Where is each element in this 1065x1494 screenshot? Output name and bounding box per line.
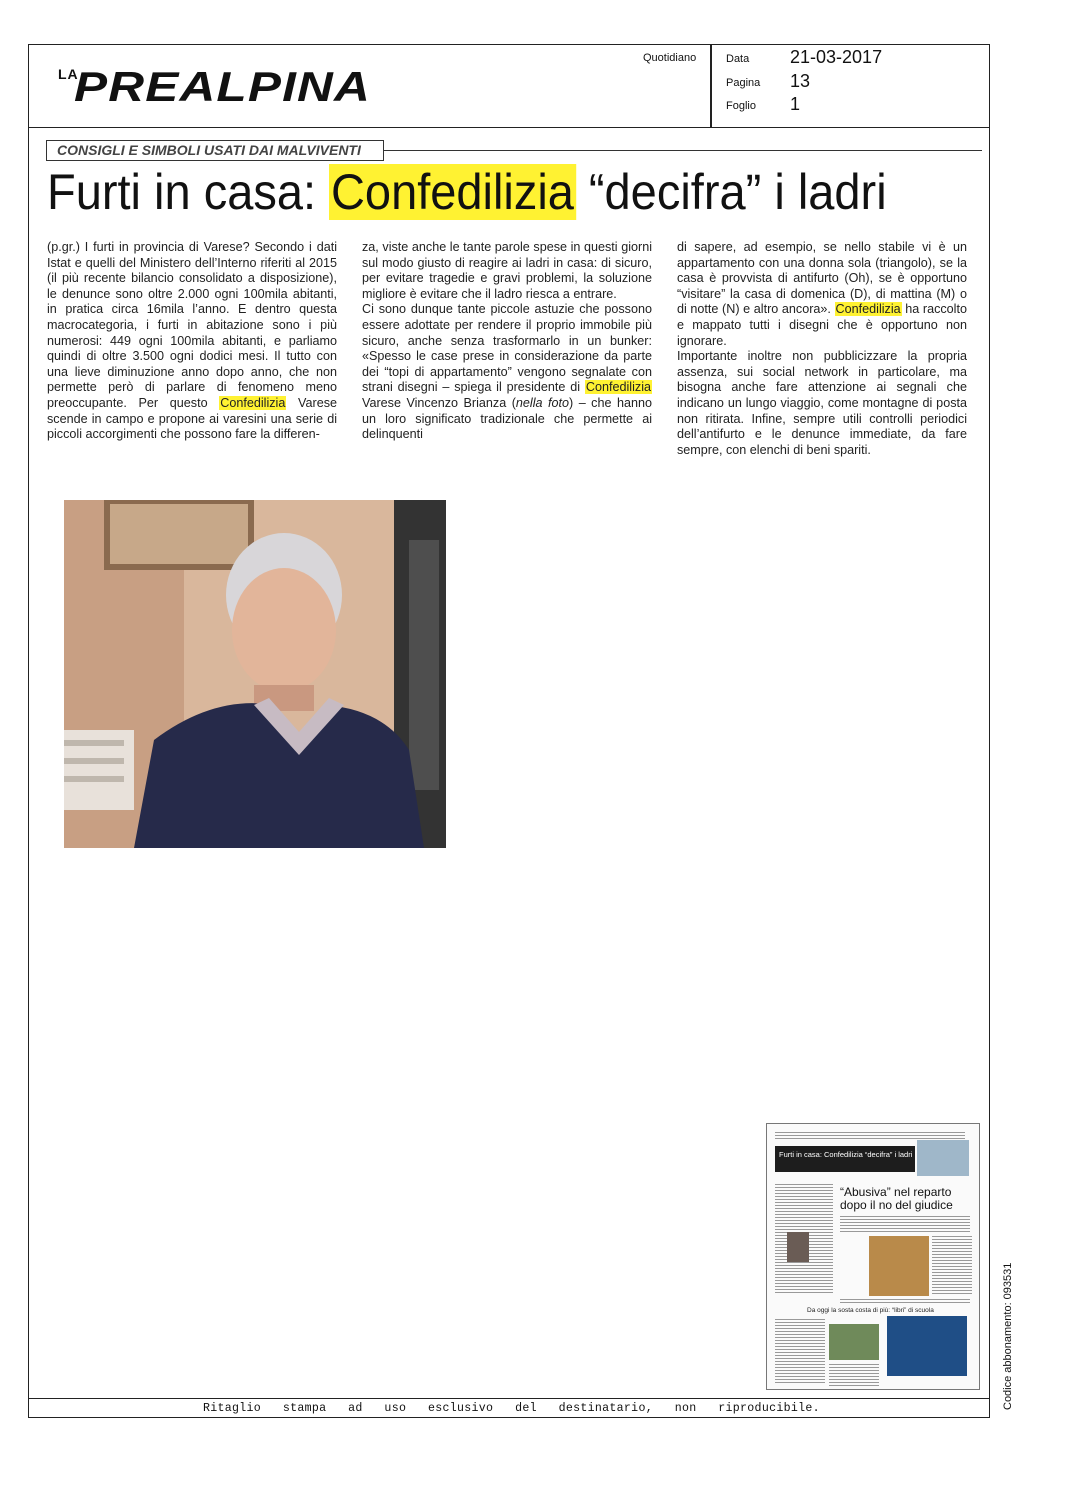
portrait-illustration bbox=[64, 500, 446, 848]
thumb-photo bbox=[787, 1232, 809, 1262]
thumb-subhead: Da oggi la sosta costa di più: “libri” di scuola bbox=[807, 1307, 934, 1314]
foglio-value: 1 bbox=[790, 94, 801, 114]
thumb-text-lines bbox=[829, 1364, 879, 1386]
paragraph: za, viste anche le tante parole spese in questi giorni sul modo giusto di reagire ai ladri in casa: di sicuro, per evitare tragedie e gravi problemi, la soluzione migliore è evitare che il ladro riesca a entrare. bbox=[362, 240, 652, 301]
publication-type: Quotidiano bbox=[643, 52, 697, 64]
thumb-photo bbox=[829, 1324, 879, 1360]
headline-pre: Furti in casa: bbox=[47, 164, 330, 220]
highlight-confedilizia: Confedilizia bbox=[835, 302, 901, 317]
thumb-text-lines bbox=[840, 1216, 970, 1232]
pagina-value: 13 bbox=[790, 71, 811, 91]
article-column-1 bbox=[47, 240, 337, 443]
thumb-headline: “Abusiva” nel reparto dopo il no del giudice bbox=[840, 1185, 953, 1212]
highlight-confedilizia: Confedilizia bbox=[220, 395, 286, 410]
thumb-text-lines bbox=[775, 1319, 825, 1384]
thumb-photo bbox=[869, 1236, 929, 1296]
thumb-band-text: Furti in casa: Confedilizia “decifra” i ladri bbox=[779, 1150, 913, 1159]
headline bbox=[47, 163, 887, 221]
data-label: Data bbox=[726, 53, 750, 65]
highlight-confedilizia: Confedilizia bbox=[585, 380, 651, 395]
data-value: 21-03-2017 bbox=[790, 47, 883, 67]
paragraph: di sapere, ad esempio, se nello stabile vi è un appartamento con una donna sola (triangolo), se la casa è provvista di antifurto (Oh), se è opportuno “visitare” la casa di domenica (D), di mattina (M) o di notte (N) e altro ancora». Confedilizia ha raccolto e mappato tutti i disegni che è opportuno non ignorare. bbox=[677, 240, 967, 348]
thumb-text-lines bbox=[840, 1299, 970, 1305]
portrait-photo bbox=[64, 500, 446, 848]
article-column-2 bbox=[362, 240, 652, 443]
logo-prefix: LA bbox=[58, 66, 79, 82]
subscription-code: Codice abbonamento: 093531 bbox=[1002, 1262, 1014, 1410]
paragraph: Ci sono dunque tante piccole astuzie che possono essere adottate per rendere il proprio immobile più sicuro, anche senza trasformarlo in un bunker: «Spesso le case prese in considerazione da parte dei “topi di appartamento” vengono segnalate con strani disegni – spiega il presidente di Confedilizia Varese Vincenzo Brianza (nella foto) – che hanno un loro significato tradizionale che permette ai delinquenti bbox=[362, 302, 652, 442]
pagina-label: Pagina bbox=[726, 77, 761, 89]
thumb-advert bbox=[887, 1316, 967, 1376]
thumb-header-lines bbox=[775, 1132, 965, 1140]
thumb-text-lines bbox=[932, 1236, 972, 1296]
article-column-3 bbox=[677, 240, 967, 458]
kicker: CONSIGLI E SIMBOLI USATI DAI MALVIVENTI bbox=[57, 142, 361, 158]
paragraph: Importante inoltre non pubblicizzare la propria assenza, sui social network in particolare, ma bisogna anche fare attenzione ai segnali che indicano un lungo viaggio, come montagne di posta non ritirata. Infine, sempre utili controlli periodici dell’antifurto e le denunce immediate, da fare sempre, con elenchi di beni spariti. bbox=[677, 349, 967, 457]
footer-divider bbox=[28, 1398, 990, 1399]
foglio-label: Foglio bbox=[726, 100, 756, 112]
headline-post: “decifra” i ladri bbox=[575, 164, 887, 220]
thumb-photo bbox=[917, 1140, 969, 1176]
footer-notice: Ritaglio stampa ad uso esclusivo del destinatario, non riproducibile. bbox=[203, 1402, 820, 1415]
kicker-rule bbox=[384, 150, 982, 151]
logo-name: PREALPINA bbox=[74, 63, 372, 110]
paragraph: (p.gr.) I furti in provincia di Varese? Secondo i dati Istat e quelli del Ministero dell’Interno riferiti al 2015 (il più recente bilancio consolidato a disposizione), le denunce sono oltre 2.000 ogni 100mila abitanti, in pratica circa 16mila l’anno. E dentro questa macrocategoria, i furti in abitazione sono i più numerosi: 449 ogni 100mila abitanti, e parliamo quindi di oltre 3.500 ogni dodici mesi. Il tutto con una lieve diminuzione anno dopo anno, che non permette però di parlare di fenomeno meno preoccupante. Per questo Confedilizia Varese scende in campo e propone ai varesini una serie di piccoli accorgimenti che possono fare la differen- bbox=[47, 240, 337, 442]
page-thumbnail bbox=[766, 1123, 980, 1390]
headline-highlight: Confedilizia bbox=[330, 164, 574, 220]
